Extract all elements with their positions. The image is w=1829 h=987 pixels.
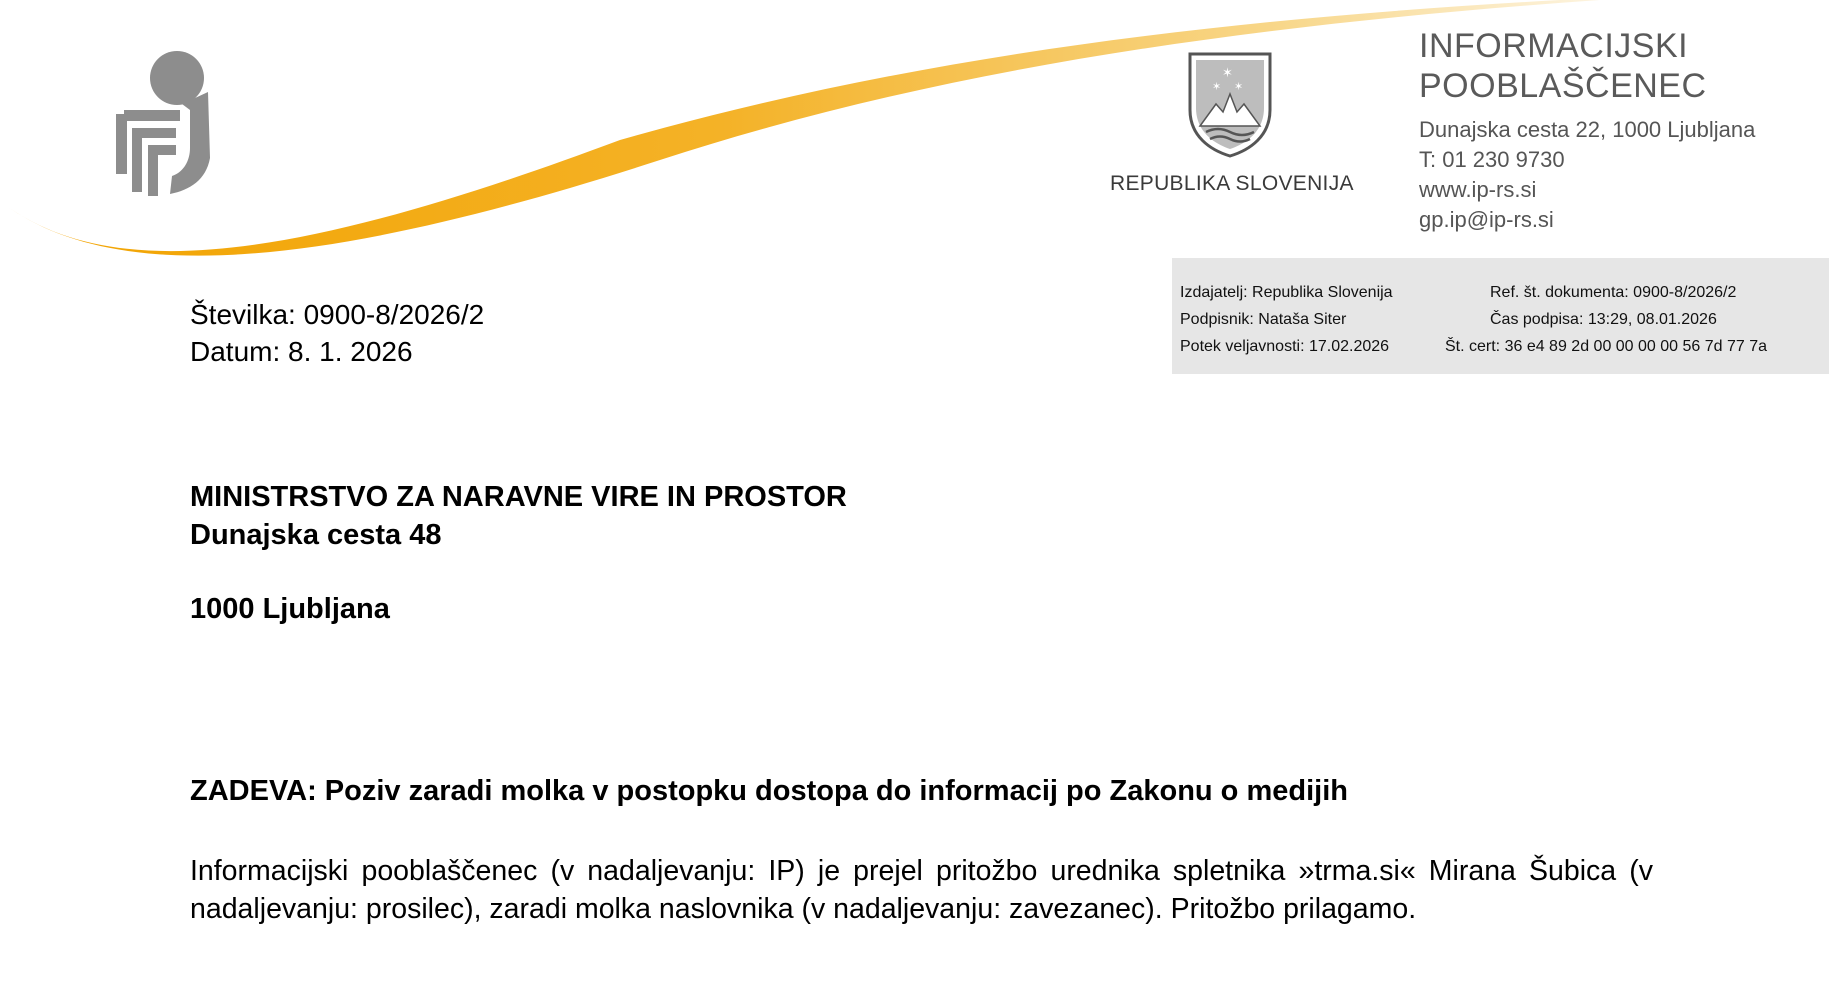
org-title-line1: INFORMACIJSKI — [1419, 27, 1689, 65]
body-paragraph: Informacijski pooblaščenec (v nadaljevanju: IP) je prejel pritožbo urednika spletnika »trma.si« Mirana Šubica (v nadaljevanju: prosilec), zaradi molka naslovnika (v nadaljevanju: zavezanec). Pritožbo prilagamo. — [190, 855, 1653, 925]
recipient-name: MINISTRSTVO ZA NARAVNE VIRE IN PROSTOR — [190, 481, 847, 513]
org-phone: T: 01 230 9730 — [1419, 147, 1565, 172]
ip-logo-icon — [110, 48, 220, 198]
document-number: Številka: 0900-8/2026/2 — [190, 299, 485, 330]
sig-time: Čas podpisa: 13:29, 08.01.2026 — [1490, 311, 1717, 328]
sig-cert: Št. cert: 36 e4 89 2d 00 00 00 00 56 7d 77 7a — [1445, 338, 1768, 355]
sig-signer: Podpisnik: Nataša Siter — [1180, 311, 1347, 328]
document-reference — [190, 296, 484, 370]
recipient-block — [190, 478, 847, 628]
svg-text:✶: ✶ — [1212, 80, 1222, 93]
coat-of-arms-icon — [1186, 50, 1274, 160]
org-web-link[interactable]: www.ip-rs.si — [1419, 177, 1537, 202]
org-email-link[interactable]: gp.ip@ip-rs.si — [1419, 207, 1554, 232]
org-contact — [1419, 115, 1755, 235]
svg-text:✶: ✶ — [1234, 80, 1244, 93]
document-date: Datum: 8. 1. 2026 — [190, 336, 413, 367]
recipient-street: Dunajska cesta 48 — [190, 519, 442, 551]
sig-doc-ref: Ref. št. dokumenta: 0900-8/2026/2 — [1490, 284, 1737, 301]
org-title-line2: POOBLAŠČENEC — [1419, 67, 1707, 105]
digital-signature-box — [1172, 258, 1829, 374]
recipient-city: 1000 Ljubljana — [190, 593, 390, 625]
sig-validity: Potek veljavnosti: 17.02.2026 — [1180, 338, 1390, 355]
org-address: Dunajska cesta 22, 1000 Ljubljana — [1419, 117, 1756, 142]
subject-line: ZADEVA: Poziv zaradi molka v postopku dostopa do informacij po Zakonu o medijih — [190, 775, 1348, 807]
country-label: REPUBLIKA SLOVENIJA — [1110, 172, 1354, 195]
org-title — [1419, 26, 1707, 106]
svg-text:✶: ✶ — [1222, 66, 1233, 81]
sig-issuer: Izdajatelj: Republika Slovenija — [1180, 284, 1393, 301]
